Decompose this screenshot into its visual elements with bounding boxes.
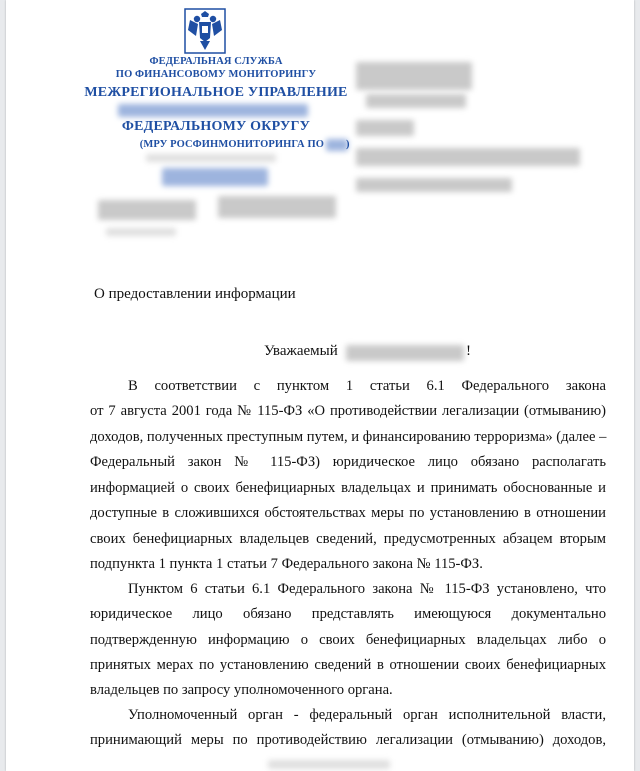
redacted-reference [106,228,176,236]
redacted-recipient-line-1 [356,62,472,90]
body-line: юридическое лицо обязано представлять имеющуюся документально [90,606,606,622]
redacted-region-name [118,104,308,117]
body-line: Уполномоченный орган - федеральный орган исполнительной власти, [128,707,606,723]
redacted-footer [268,760,390,769]
letter-subject: О предоставлении информации [94,286,296,302]
body-line: от 7 августа 2001 года № 115-ФЗ «О противодействии легализации (отмыванию) [90,403,606,419]
redacted-region-abbrev [326,139,348,151]
agency-name-line-1: ФЕДЕРАЛЬНАЯ СЛУЖБА [149,56,283,67]
agency-name-line-5: ФЕДЕРАЛЬНОМУ ОКРУГУ [121,119,311,134]
body-line: доходов, полученных преступным путем, и финансированию терроризма» (далее – [90,429,607,445]
body-line: Федеральный закон № 115-ФЗ) юридическое лицо обязано располагать [90,454,606,470]
body-line: подпункта 1 пункта 1 статьи 7 Федерального закона № 115-ФЗ. [90,556,483,572]
redacted-outgoing-number [218,196,336,218]
body-line: владельцев по запросу уполномоченного органа. [90,682,393,698]
redacted-date [98,200,196,220]
body-line: Пунктом 6 статьи 6.1 Федерального закона № 115-ФЗ установлено, что [128,581,606,597]
body-line: доступные в сложившихся обстоятельствах меры по установлению в отношении [90,505,606,521]
body-line: подтвержденную информацию о своих бенефициарных владельцах либо о [90,632,606,648]
body-line: своих бенефициарных владельцев сведений, предусмотренных абзацем вторым [90,531,606,547]
redacted-recipient-line-3 [356,120,414,136]
redacted-recipient-line-4 [356,148,580,166]
body-line: В соответствии с пунктом 1 статьи 6.1 Федерального закона [128,378,606,394]
agency-name-line-2: ПО ФИНАНСОВОМУ МОНИТОРИНГУ [115,69,317,80]
letter-page [6,0,634,771]
redacted-recipient-line-2 [366,94,466,108]
redacted-recipient-line-5 [356,178,512,192]
agency-name-line-6: (МРУ РОСФИНМОНИТОРИНГА ПО [139,139,324,150]
greeting-suffix: ! [466,343,471,359]
double-headed-eagle-emblem-icon [184,8,226,54]
agency-name-line-3: МЕЖРЕГИОНАЛЬНОЕ УПРАВЛЕНИЕ [84,85,348,100]
redacted-address [146,154,276,162]
redacted-addressee-name [346,345,464,361]
body-line: информацией о своих бенефициарных владельцах и принимать обоснованные и [90,480,606,496]
body-line: принятых мерах по установлению сведений в отношении своих бенефициарных [90,657,606,673]
redacted-contact [162,168,268,186]
agency-name-line-6-end: ) [346,139,350,150]
greeting-prefix: Уважаемый [264,343,338,359]
body-line: принимающий меры по противодействию легализации (отмыванию) доходов, [90,732,606,748]
